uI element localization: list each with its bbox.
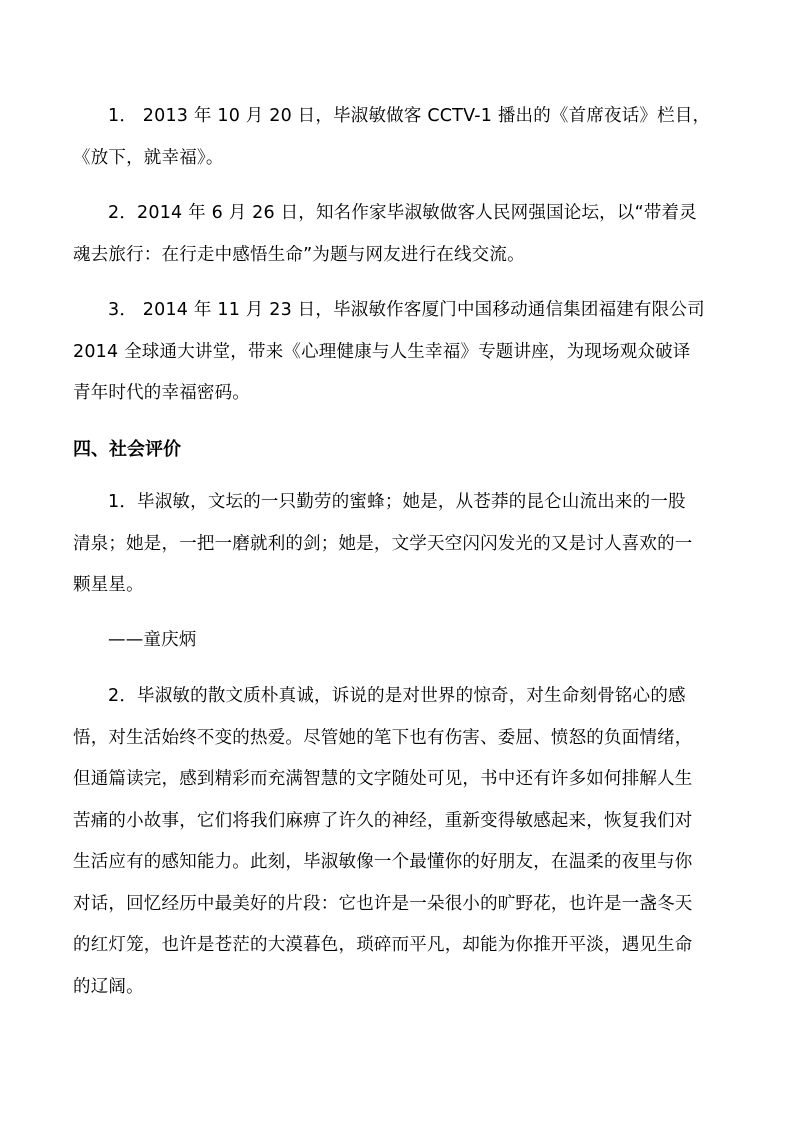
paragraph-line: 颗星星。: [73, 575, 144, 595]
paragraph-line: 清泉；她是，一把一磨就利的剑；她是，文学天空闪闪发光的又是讨人喜欢的一: [73, 533, 693, 554]
paragraph-line: 生活应有的感知能力。此刻，毕淑敏像一个最懂你的好朋友，在温柔的夜里与你: [73, 852, 693, 872]
activity-item-1: [73, 96, 733, 179]
review-item-1: [73, 482, 733, 607]
paragraph-line: 但通篇读完，感到精彩而充满智慧的文字随处可见，书中还有许多如何排解人生: [73, 769, 693, 789]
review-attribution: [73, 620, 733, 662]
review-item-2: [73, 676, 733, 1008]
paragraph-line: 2．2014 年 6 月 26 日，知名作家毕淑敏做客人民网强国论坛，以“带着灵: [108, 203, 697, 223]
paragraph-line: 的辽阔。: [73, 976, 144, 997]
section-heading: 四、社会评价: [73, 439, 181, 460]
activity-item-3: [73, 290, 733, 415]
paragraph-line: 的红灯笼，也许是苍茫的大漠暮色，琐碎而平凡，却能为你推开平淡，遇见生命: [73, 935, 693, 955]
activity-item-2: [73, 193, 733, 276]
paragraph-line: 青年时代的幸福密码。: [73, 383, 250, 403]
paragraph-line: 对话，回忆经历中最美好的片段：它也许是一朵很小的旷野花，也许是一盏冬天: [73, 893, 693, 914]
paragraph-line: 苦痛的小故事，它们将我们麻痹了许久的神经，重新变得敏感起来，恢复我们对: [73, 810, 693, 831]
paragraph-line: 1．毕淑敏，文坛的一只勤劳的蜜蜂；她是，从苍莽的昆仑山流出来的一股: [108, 492, 686, 512]
paragraph-line: 2．毕淑敏的散文质朴真诚，诉说的是对世界的惊奇，对生命刻骨铭心的感: [108, 686, 686, 706]
paragraph-line: 悟，对生活始终不变的热爱。尽管她的笔下也有伤害、委屈、愤怒的负面情绪，: [73, 727, 693, 748]
attribution-text: ——童庆炳: [108, 630, 197, 650]
paragraph-line: 2014 全球通大讲堂，带来《心理健康与人生幸福》专题讲座，为现场观众破译: [73, 341, 691, 362]
paragraph-line: 魂去旅行：在行走中感悟生命”为题与网友进行在线交流。: [73, 244, 525, 265]
paragraph-line: 3． 2014 年 11 月 23 日，毕淑敏作客厦门中国移动通信集团福建有限公司: [108, 300, 705, 320]
paragraph-line: 《放下，就幸福》。: [73, 147, 224, 168]
paragraph-line: 1． 2013 年 10 月 20 日，毕淑敏做客 CCTV-1 播出的《首席夜话》栏目，: [108, 106, 711, 126]
